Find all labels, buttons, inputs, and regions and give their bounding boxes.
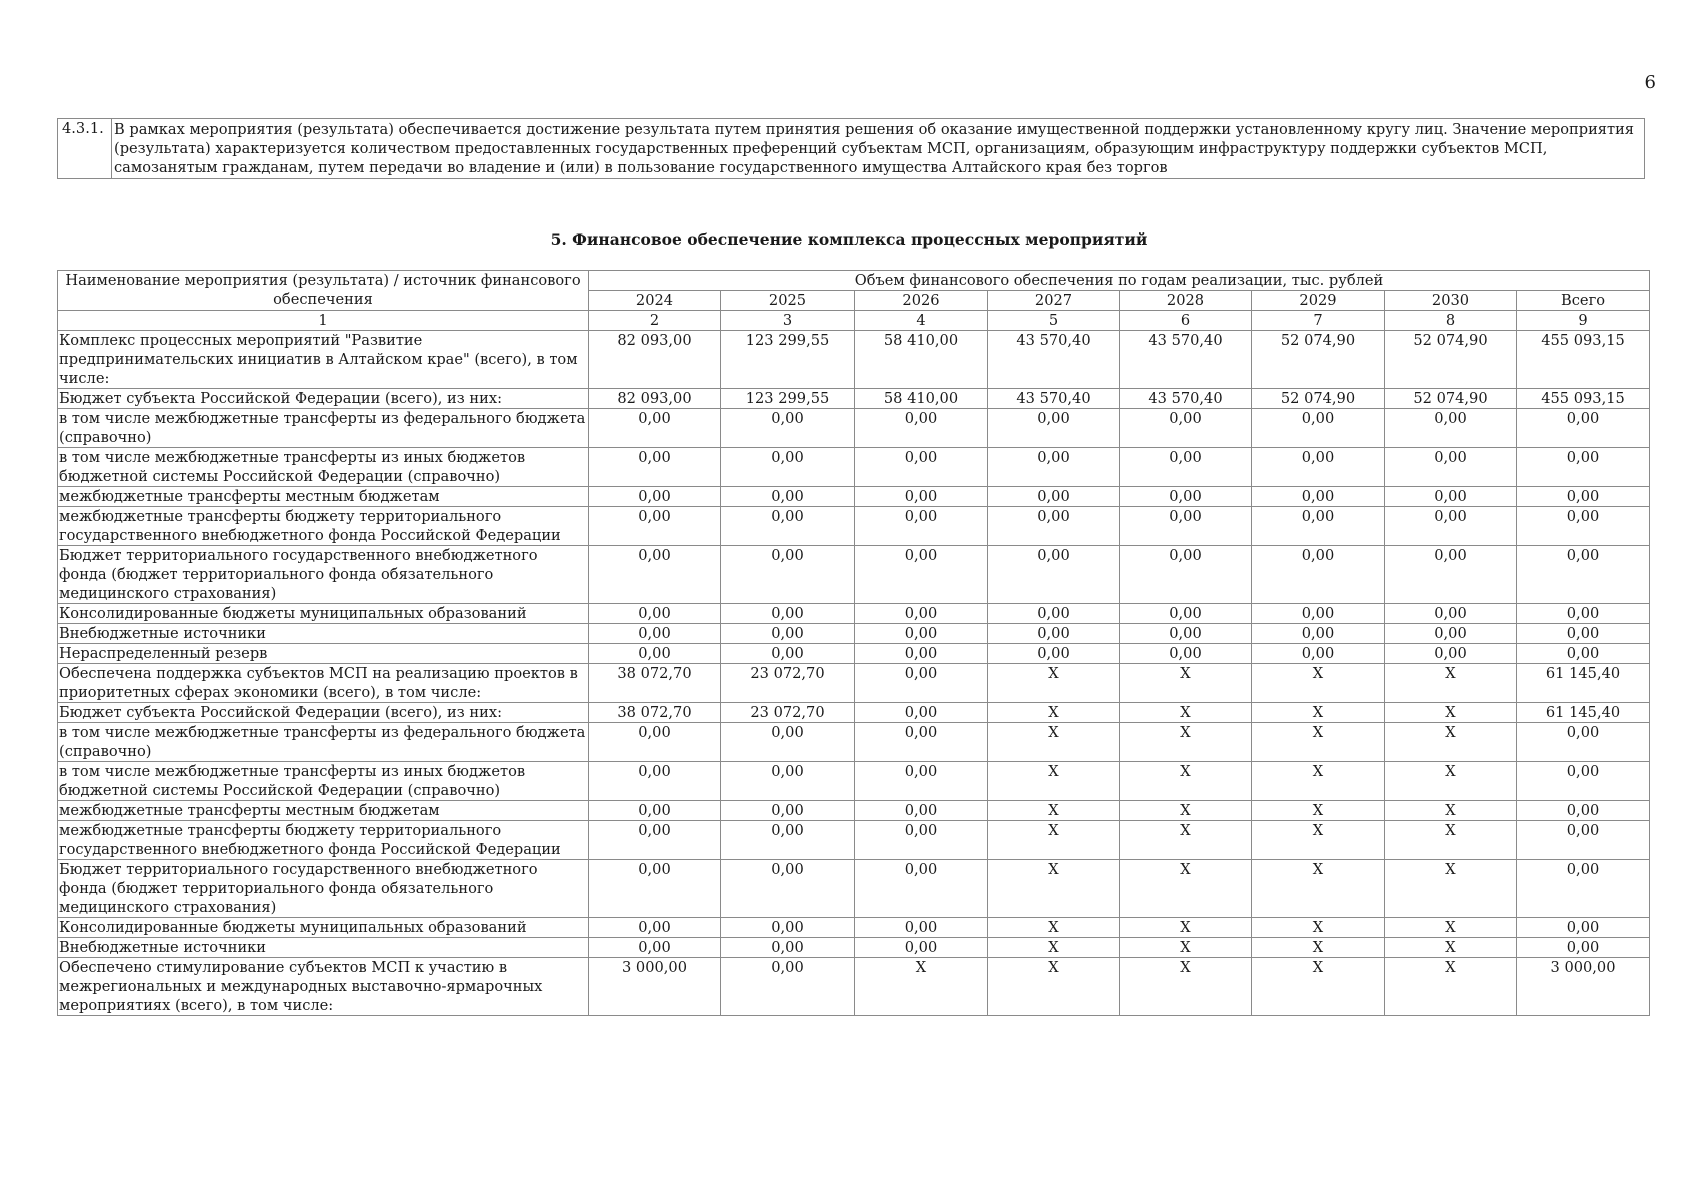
row-value: 0,00 <box>1517 604 1650 624</box>
row-value: 0,00 <box>1252 644 1385 664</box>
row-value: X <box>1120 703 1252 723</box>
row-value: 0,00 <box>855 762 988 801</box>
table-row <box>58 624 1650 644</box>
table-row <box>58 664 1650 703</box>
row-name: в том числе межбюджетные трансферты из федерального бюджета (справочно) <box>58 409 589 448</box>
row-value: 0,00 <box>1517 918 1650 938</box>
row-value: X <box>988 860 1120 918</box>
table-row <box>58 487 1650 507</box>
table-row <box>58 703 1650 723</box>
row-value: 0,00 <box>721 507 855 546</box>
column-number: 9 <box>1517 311 1650 331</box>
page-number: 6 <box>1644 72 1656 93</box>
row-value: 0,00 <box>1517 507 1650 546</box>
column-number: 4 <box>855 311 988 331</box>
row-value: X <box>1252 703 1385 723</box>
row-name: в том числе межбюджетные трансферты из иных бюджетов бюджетной системы Российской Федерации (справочно) <box>58 448 589 487</box>
row-name: Бюджет территориального государственного внебюджетного фонда (бюджет территориального фонда обязательного медицинского страхования) <box>58 860 589 918</box>
row-value: 455 093,15 <box>1517 389 1650 409</box>
row-value: 0,00 <box>589 604 721 624</box>
row-value: 0,00 <box>589 546 721 604</box>
table-row <box>58 958 1650 1016</box>
row-value: X <box>1385 801 1517 821</box>
row-value: 0,00 <box>721 821 855 860</box>
result-text: В рамках мероприятия (результата) обеспечивается достижение результата путем принятия решения об оказание имущественной поддержки установленному кругу лиц. Значение мероприятия (результата) характеризуется количеством предоставленных государственных преференций субъектам МСП, организациям, образующим инфраструктуру поддержки субъектов МСП, самозанятым гражданам, путем передачи во владение и (или) в пользование государственного имущества Алтайского края без торгов <box>112 119 1645 179</box>
row-value: 0,00 <box>589 801 721 821</box>
row-value: 0,00 <box>1517 821 1650 860</box>
row-value: X <box>1252 762 1385 801</box>
row-name: Нераспределенный резерв <box>58 644 589 664</box>
row-value: 0,00 <box>1385 409 1517 448</box>
row-value: 0,00 <box>1120 487 1252 507</box>
row-value: 0,00 <box>855 604 988 624</box>
row-value: X <box>1252 723 1385 762</box>
row-value: 0,00 <box>589 507 721 546</box>
row-name: Обеспечено стимулирование субъектов МСП к участию в межрегиональных и международных выставочно-ярмарочных мероприятиях (всего), в том числе: <box>58 958 589 1016</box>
row-value: 0,00 <box>855 860 988 918</box>
row-value: 0,00 <box>988 507 1120 546</box>
row-value: X <box>1120 821 1252 860</box>
row-value: X <box>1385 938 1517 958</box>
row-value: 0,00 <box>721 918 855 938</box>
row-value: 0,00 <box>1517 624 1650 644</box>
row-value: 0,00 <box>855 644 988 664</box>
header-row-1 <box>58 271 1650 291</box>
financing-table <box>57 270 1650 1016</box>
row-value: 0,00 <box>721 604 855 624</box>
row-value: 0,00 <box>855 938 988 958</box>
row-value: 0,00 <box>589 821 721 860</box>
row-value: 43 570,40 <box>1120 389 1252 409</box>
row-value: 0,00 <box>1517 409 1650 448</box>
row-value: 0,00 <box>855 821 988 860</box>
row-value: 0,00 <box>1385 644 1517 664</box>
row-value: 0,00 <box>1120 507 1252 546</box>
table-row <box>58 507 1650 546</box>
result-row <box>58 119 1645 179</box>
result-number: 4.3.1. <box>58 119 112 179</box>
row-value: 0,00 <box>988 448 1120 487</box>
row-value: X <box>1385 918 1517 938</box>
row-value: 0,00 <box>855 664 988 703</box>
row-name: межбюджетные трансферты местным бюджетам <box>58 487 589 507</box>
row-value: 0,00 <box>1517 487 1650 507</box>
column-number: 7 <box>1252 311 1385 331</box>
row-value: X <box>1120 664 1252 703</box>
row-value: 0,00 <box>1517 860 1650 918</box>
result-description-table <box>57 118 1645 179</box>
header-year: 2027 <box>988 291 1120 311</box>
row-value: 23 072,70 <box>721 664 855 703</box>
row-value: 0,00 <box>855 624 988 644</box>
row-value: 0,00 <box>988 487 1120 507</box>
financing-table-body <box>58 331 1650 1016</box>
row-value: 0,00 <box>1517 448 1650 487</box>
row-value: 0,00 <box>589 938 721 958</box>
row-value: 0,00 <box>1517 723 1650 762</box>
row-value: 0,00 <box>721 958 855 1016</box>
row-value: 58 410,00 <box>855 331 988 389</box>
row-value: 0,00 <box>1517 938 1650 958</box>
row-value: 82 093,00 <box>589 389 721 409</box>
row-value: 0,00 <box>1120 604 1252 624</box>
row-value: 0,00 <box>589 762 721 801</box>
row-value: 0,00 <box>721 860 855 918</box>
row-value: 43 570,40 <box>988 389 1120 409</box>
row-value: 0,00 <box>721 546 855 604</box>
column-number: 8 <box>1385 311 1517 331</box>
row-value: 0,00 <box>855 918 988 938</box>
column-number: 5 <box>988 311 1120 331</box>
row-value: X <box>1252 860 1385 918</box>
header-name: Наименование мероприятия (результата) / источник финансового обеспечения <box>58 271 589 311</box>
row-value: 0,00 <box>721 644 855 664</box>
header-year: 2024 <box>589 291 721 311</box>
table-row <box>58 801 1650 821</box>
column-number: 6 <box>1120 311 1252 331</box>
row-value: 38 072,70 <box>589 703 721 723</box>
table-row <box>58 723 1650 762</box>
row-value: 0,00 <box>589 409 721 448</box>
row-value: 0,00 <box>1517 801 1650 821</box>
row-name: Консолидированные бюджеты муниципальных образований <box>58 604 589 624</box>
row-value: 61 145,40 <box>1517 703 1650 723</box>
row-value: 58 410,00 <box>855 389 988 409</box>
header-year: 2028 <box>1120 291 1252 311</box>
row-name: в том числе межбюджетные трансферты из федерального бюджета (справочно) <box>58 723 589 762</box>
row-value: 0,00 <box>1252 448 1385 487</box>
row-value: 0,00 <box>1517 546 1650 604</box>
row-value: 52 074,90 <box>1385 331 1517 389</box>
row-value: 82 093,00 <box>589 331 721 389</box>
row-value: 0,00 <box>721 723 855 762</box>
table-row <box>58 604 1650 624</box>
row-name: Бюджет территориального государственного внебюджетного фонда (бюджет территориального фонда обязательного медицинского страхования) <box>58 546 589 604</box>
row-value: X <box>855 958 988 1016</box>
row-value: 0,00 <box>855 409 988 448</box>
row-name: межбюджетные трансферты местным бюджетам <box>58 801 589 821</box>
row-value: 0,00 <box>855 723 988 762</box>
header-year: 2026 <box>855 291 988 311</box>
row-value: X <box>1120 762 1252 801</box>
row-value: 0,00 <box>1385 604 1517 624</box>
row-value: 0,00 <box>855 507 988 546</box>
row-value: 0,00 <box>589 644 721 664</box>
row-name: в том числе межбюджетные трансферты из иных бюджетов бюджетной системы Российской Федерации (справочно) <box>58 762 589 801</box>
row-value: 0,00 <box>1385 546 1517 604</box>
row-name: Бюджет субъекта Российской Федерации (всего), из них: <box>58 389 589 409</box>
row-value: 3 000,00 <box>589 958 721 1016</box>
row-value: X <box>988 938 1120 958</box>
table-row <box>58 762 1650 801</box>
header-volume: Объем финансового обеспечения по годам реализации, тыс. рублей <box>589 271 1650 291</box>
row-value: 38 072,70 <box>589 664 721 703</box>
row-value: 0,00 <box>721 409 855 448</box>
row-value: X <box>988 821 1120 860</box>
row-value: X <box>1120 938 1252 958</box>
row-value: 0,00 <box>988 644 1120 664</box>
row-value: 0,00 <box>988 604 1120 624</box>
row-value: 0,00 <box>988 409 1120 448</box>
row-value: 0,00 <box>1252 487 1385 507</box>
row-value: 0,00 <box>1252 409 1385 448</box>
row-value: 0,00 <box>589 487 721 507</box>
row-value: 43 570,40 <box>1120 331 1252 389</box>
row-name: Комплекс процессных мероприятий "Развитие предпринимательских инициатив в Алтайском крае" (всего), в том числе: <box>58 331 589 389</box>
row-name: Внебюджетные источники <box>58 624 589 644</box>
row-value: X <box>1120 860 1252 918</box>
table-row <box>58 331 1650 389</box>
row-value: X <box>1120 723 1252 762</box>
header-year: Всего <box>1517 291 1650 311</box>
row-value: 52 074,90 <box>1385 389 1517 409</box>
row-value: 123 299,55 <box>721 389 855 409</box>
row-value: X <box>1385 958 1517 1016</box>
table-row <box>58 448 1650 487</box>
row-value: 123 299,55 <box>721 331 855 389</box>
row-value: 0,00 <box>855 801 988 821</box>
row-value: X <box>1252 664 1385 703</box>
table-row <box>58 918 1650 938</box>
row-value: 0,00 <box>988 546 1120 604</box>
row-value: 43 570,40 <box>988 331 1120 389</box>
row-value: X <box>1385 664 1517 703</box>
row-value: X <box>988 723 1120 762</box>
row-value: X <box>1252 918 1385 938</box>
row-value: X <box>1252 801 1385 821</box>
row-value: 0,00 <box>721 762 855 801</box>
row-value: X <box>988 958 1120 1016</box>
row-value: 0,00 <box>1120 644 1252 664</box>
column-number: 2 <box>589 311 721 331</box>
row-value: X <box>1385 821 1517 860</box>
row-value: 0,00 <box>721 448 855 487</box>
row-value: 0,00 <box>988 624 1120 644</box>
row-value: 0,00 <box>589 860 721 918</box>
row-value: X <box>988 762 1120 801</box>
column-number: 1 <box>58 311 589 331</box>
row-value: 0,00 <box>1120 448 1252 487</box>
row-value: 0,00 <box>721 801 855 821</box>
row-name: межбюджетные трансферты бюджету территориального государственного внебюджетного фонда Российской Федерации <box>58 507 589 546</box>
table-row <box>58 860 1650 918</box>
row-value: X <box>1120 801 1252 821</box>
row-value: X <box>1252 821 1385 860</box>
row-value: 0,00 <box>855 703 988 723</box>
row-value: 0,00 <box>1385 487 1517 507</box>
row-value: 0,00 <box>589 448 721 487</box>
row-value: 52 074,90 <box>1252 331 1385 389</box>
row-value: 0,00 <box>1252 604 1385 624</box>
header-year: 2029 <box>1252 291 1385 311</box>
row-value: 0,00 <box>1385 448 1517 487</box>
row-value: 0,00 <box>855 448 988 487</box>
table-row <box>58 938 1650 958</box>
table-row <box>58 546 1650 604</box>
row-value: 0,00 <box>1120 624 1252 644</box>
row-name: межбюджетные трансферты бюджету территориального государственного внебюджетного фонда Российской Федерации <box>58 821 589 860</box>
section-title: 5. Финансовое обеспечение комплекса процессных мероприятий <box>550 230 1148 249</box>
row-value: 0,00 <box>1517 762 1650 801</box>
row-value: 0,00 <box>589 723 721 762</box>
header-year: 2025 <box>721 291 855 311</box>
row-name: Обеспечена поддержка субъектов МСП на реализацию проектов в приоритетных сферах экономики (всего), в том числе: <box>58 664 589 703</box>
table-row <box>58 389 1650 409</box>
row-value: 0,00 <box>721 624 855 644</box>
row-value: X <box>1120 958 1252 1016</box>
row-value: X <box>988 664 1120 703</box>
row-value: 0,00 <box>1120 546 1252 604</box>
row-value: 0,00 <box>1385 507 1517 546</box>
row-value: 0,00 <box>721 487 855 507</box>
row-value: 0,00 <box>721 938 855 958</box>
row-value: X <box>1120 918 1252 938</box>
row-value: 0,00 <box>1517 644 1650 664</box>
row-value: X <box>1252 938 1385 958</box>
row-value: 0,00 <box>589 624 721 644</box>
row-value: 52 074,90 <box>1252 389 1385 409</box>
row-value: X <box>988 918 1120 938</box>
row-value: 3 000,00 <box>1517 958 1650 1016</box>
row-value: 23 072,70 <box>721 703 855 723</box>
table-row <box>58 644 1650 664</box>
row-name: Консолидированные бюджеты муниципальных образований <box>58 918 589 938</box>
column-number: 3 <box>721 311 855 331</box>
header-year: 2030 <box>1385 291 1517 311</box>
row-value: 61 145,40 <box>1517 664 1650 703</box>
row-name: Бюджет субъекта Российской Федерации (всего), из них: <box>58 703 589 723</box>
row-value: X <box>1385 723 1517 762</box>
row-value: 0,00 <box>1120 409 1252 448</box>
row-value: 0,00 <box>855 546 988 604</box>
table-row <box>58 821 1650 860</box>
row-value: X <box>1385 860 1517 918</box>
table-row <box>58 409 1650 448</box>
row-value: 0,00 <box>855 487 988 507</box>
row-value: 0,00 <box>1252 624 1385 644</box>
row-value: X <box>988 703 1120 723</box>
row-value: X <box>1385 762 1517 801</box>
row-value: X <box>1252 958 1385 1016</box>
row-value: 0,00 <box>589 918 721 938</box>
row-value: 0,00 <box>1252 507 1385 546</box>
row-value: X <box>1385 703 1517 723</box>
row-value: 0,00 <box>1252 546 1385 604</box>
row-name: Внебюджетные источники <box>58 938 589 958</box>
row-value: 455 093,15 <box>1517 331 1650 389</box>
row-value: X <box>988 801 1120 821</box>
column-number-row <box>58 311 1650 331</box>
row-value: 0,00 <box>1385 624 1517 644</box>
